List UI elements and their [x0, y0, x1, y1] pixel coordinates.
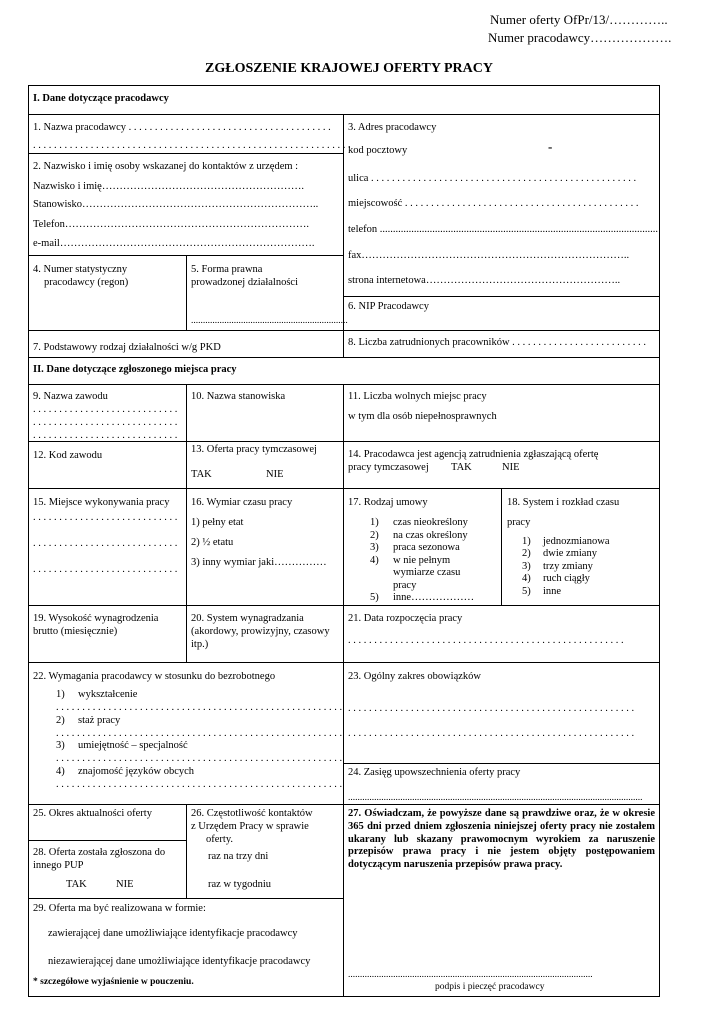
schedule-option-2[interactable]: dwie zmiany — [543, 548, 597, 559]
working-time-half[interactable]: 2) ½ etatu — [191, 537, 234, 548]
vacancies-label[interactable]: 11. Liczba wolnych miejsc pracy — [348, 391, 487, 402]
schedule-num-3: 3) — [522, 561, 531, 572]
requirement-num-3: 3) — [56, 740, 65, 751]
pay-system-label[interactable]: 20. System wynagradzania — [191, 613, 304, 624]
schedule-num-4: 4) — [522, 573, 531, 584]
duties-dots-1[interactable]: . . . . . . . . . . . . . . . . . . . . . . . . . . . . . . . . . . . . . . . . . . . . . . . . . . . . . . . — [348, 703, 635, 714]
temp-agency-no[interactable]: NIE — [502, 462, 520, 473]
page-title: ZGŁOSZENIE KRAJOWEJ OFERTY PRACY — [205, 61, 493, 76]
street-field[interactable]: ulica . . . . . . . . . . . . . . . . . . . . . . . . . . . . . . . . . . . . . . . . . . . . . . . . . . . — [348, 173, 637, 184]
schedule-label-2: pracy — [507, 517, 531, 528]
contact-person-label: 2. Nazwisko i imię osoby wskazanej do kontaktów z urzędem : — [33, 161, 299, 172]
contract-option-4c: pracy — [393, 580, 417, 591]
contract-num-3: 3) — [370, 542, 379, 553]
frequency-weekly[interactable]: raz w tygodniu — [208, 879, 271, 890]
section-1-heading: I. Dane dotyczące pracodawcy — [33, 93, 169, 104]
contract-option-1[interactable]: czas nieokreślony — [393, 517, 468, 528]
temp-agency-label-2: pracy tymczasowej — [348, 462, 429, 473]
contract-num-1: 1) — [370, 517, 379, 528]
website-field[interactable]: strona internetowa……………………………………………….. — [348, 275, 621, 286]
nip-label[interactable]: 6. NIP Pracodawcy — [348, 301, 429, 312]
temp-agency-yes[interactable]: TAK — [451, 462, 472, 473]
pay-system-label-3: itp.) — [191, 639, 209, 650]
contact-frequency-label: 26. Częstotliwość kontaktów — [191, 808, 313, 819]
requirement-dots-1[interactable]: . . . . . . . . . . . . . . . . . . . . . . . . . . . . . . . . . . . . . . . . . . . . . . . . . . . . . . . — [56, 702, 343, 713]
postal-code-field[interactable]: kod pocztowy — [348, 145, 408, 156]
employer-name-dots: . . . . . . . . . . . . . . . . . . . . . . . . . . . . . . . . . . . . . . . . . . . . . . . . . . . . . . . . . . . . . — [33, 140, 351, 151]
workplace-label: 15. Miejsce wykonywania pracy — [33, 497, 170, 508]
contract-num-2: 2) — [370, 530, 379, 541]
pkd-label[interactable]: 7. Podstawowy rodzaj działalności w/g PKD — [33, 342, 221, 353]
footnote: * szczegółowe wyjaśnienie w pouczeniu. — [33, 977, 194, 987]
requirement-experience: staż pracy — [78, 715, 121, 726]
contact-name-field[interactable]: Nazwisko i imię…………………………………………………. — [33, 181, 304, 192]
distribution-field[interactable]: ............................................................................................................................ — [348, 793, 643, 803]
contract-num-4: 4) — [370, 555, 379, 566]
offer-form-label: 29. Oferta ma być realizowana w formie: — [33, 903, 206, 914]
position-name-label[interactable]: 10. Nazwa stanowiska — [191, 391, 286, 402]
profession-code-label[interactable]: 12. Kod zawodu — [33, 450, 103, 461]
temp-offer-label: 13. Oferta pracy tymczasowej — [191, 444, 317, 455]
working-time-other[interactable]: 3) inny wymiar jaki…………… — [191, 557, 327, 568]
validity-label[interactable]: 25. Okres aktualności oferty — [33, 808, 152, 819]
pay-system-label-2: (akordowy, prowizyjny, czasowy — [191, 626, 330, 637]
profession-dots-3[interactable]: . . . . . . . . . . . . . . . . . . . . . . . . . . . . — [33, 430, 178, 441]
vacancies-disabled-label[interactable]: w tym dla osób niepełnosprawnych — [348, 411, 497, 422]
city-field[interactable]: miejscowość . . . . . . . . . . . . . . . . . . . . . . . . . . . . . . . . . . . . . . . . . . . . . — [348, 198, 639, 209]
requirement-num-2: 2) — [56, 715, 65, 726]
schedule-option-3[interactable]: trzy zmiany — [543, 561, 593, 572]
signature-line[interactable]: ....................................................................................................... — [348, 970, 593, 980]
start-date-field[interactable]: . . . . . . . . . . . . . . . . . . . . . . . . . . . . . . . . . . . . . . . . . . . . . . . . . . . . . — [348, 635, 624, 646]
frequency-every-three-days[interactable]: raz na trzy dni — [208, 851, 269, 862]
salary-label[interactable]: 19. Wysokość wynagrodzenia — [33, 613, 159, 624]
schedule-option-4[interactable]: ruch ciągły — [543, 573, 590, 584]
duties-label: 23. Ogólny zakres obowiązków — [348, 671, 481, 682]
legal-form-field[interactable]: .................................................................. — [191, 316, 348, 326]
contact-phone-field[interactable]: Telefon……………………………………………………………. — [33, 219, 310, 230]
requirement-education: wykształcenie — [78, 689, 138, 700]
requirement-skills: umiejętność – specjalność — [78, 740, 188, 751]
employee-count-field[interactable]: 8. Liczba zatrudnionych pracowników . . . . . . . . . . . . . . . . . . . . . . . . . . — [348, 337, 647, 348]
regon-label: 4. Numer statystyczny — [33, 264, 128, 275]
requirement-dots-3[interactable]: . . . . . . . . . . . . . . . . . . . . . . . . . . . . . . . . . . . . . . . . . . . . . . . . . . . . . . . — [56, 753, 343, 764]
other-pup-yes[interactable]: TAK — [66, 879, 87, 890]
schedule-option-1[interactable]: jednozmianowa — [543, 536, 610, 547]
contact-email-field[interactable]: e-mail………………………………………………………………. — [33, 238, 315, 249]
contact-frequency-label-2: z Urzędem Pracy w sprawie — [191, 821, 309, 832]
offer-form-anonymous[interactable]: niezawierającej dane umożliwiające identyfikacje pracodawcy — [48, 956, 311, 967]
schedule-num-1: 1) — [522, 536, 531, 547]
schedule-label: 18. System i rozkład czasu — [507, 497, 620, 508]
workplace-dots-3[interactable]: . . . . . . . . . . . . . . . . . . . . . . . . . . . . — [33, 564, 178, 575]
duties-dots-2[interactable]: . . . . . . . . . . . . . . . . . . . . . . . . . . . . . . . . . . . . . . . . . . . . . . . . . . . . . . . — [348, 728, 635, 739]
contact-position-field[interactable]: Stanowisko………………………………………………………….. — [33, 199, 319, 210]
requirement-num-1: 1) — [56, 689, 65, 700]
working-time-full[interactable]: 1) pełny etat — [191, 517, 244, 528]
workplace-dots-1[interactable]: . . . . . . . . . . . . . . . . . . . . . . . . . . . . — [33, 512, 178, 523]
contract-option-5[interactable]: inne……………… — [393, 592, 475, 603]
other-pup-label-2: innego PUP — [33, 860, 84, 871]
contract-type-label: 17. Rodzaj umowy — [348, 497, 428, 508]
postal-code-dash: - — [548, 139, 553, 154]
phone-field[interactable]: telefon .......................................................................................................... — [348, 224, 659, 235]
requirements-label: 22. Wymagania pracodawcy w stosunku do bezrobotnego — [33, 671, 276, 682]
salary-label-2: brutto (miesięcznie) — [33, 626, 118, 637]
temp-offer-yes[interactable]: TAK — [191, 469, 212, 480]
legal-form-label: 5. Forma prawna — [191, 264, 263, 275]
contract-option-4b: wymiarze czasu — [393, 567, 461, 578]
temp-agency-label: 14. Pracodawca jest agencją zatrudnienia zgłaszającą ofertę — [348, 449, 599, 460]
profession-label: 9. Nazwa zawodu — [33, 391, 108, 402]
contract-option-3[interactable]: praca sezonowa — [393, 542, 460, 553]
distribution-label: 24. Zasięg upowszechnienia oferty pracy — [348, 767, 521, 778]
offer-number: Numer oferty OfPr/13/………….. — [490, 12, 668, 27]
requirement-languages: znajomość języków obcych — [78, 766, 195, 777]
contact-frequency-label-3: oferty. — [206, 834, 234, 845]
employer-number: Numer pracodawcy………………. — [488, 30, 672, 45]
start-date-label: 21. Data rozpoczęcia pracy — [348, 613, 463, 624]
workplace-dots-2[interactable]: . . . . . . . . . . . . . . . . . . . . . . . . . . . . — [33, 538, 178, 549]
employer-name-field[interactable]: 1. Nazwa pracodawcy . . . . . . . . . . . . . . . . . . . . . . . . . . . . . . . . . . . . . . . — [33, 122, 331, 133]
profession-dots-2[interactable]: . . . . . . . . . . . . . . . . . . . . . . . . . . . . — [33, 417, 178, 428]
signature-label: podpis i pieczęć pracodawcy — [435, 982, 545, 992]
contract-option-2[interactable]: na czas określony — [393, 530, 468, 541]
offer-form-identified[interactable]: zawierającej dane umożliwiające identyfikacje pracodawcy — [48, 928, 298, 939]
other-pup-label: 28. Oferta została zgłoszona do — [33, 847, 166, 858]
requirement-num-4: 4) — [56, 766, 65, 777]
schedule-num-5: 5) — [522, 586, 531, 597]
other-pup-no[interactable]: NIE — [116, 879, 134, 890]
legal-form-label-2: prowadzonej działalności — [191, 277, 298, 288]
section-2-heading: II. Dane dotyczące zgłoszonego miejsca pracy — [33, 364, 237, 375]
regon-label-2: pracodawcy (regon) — [44, 277, 129, 288]
schedule-option-5[interactable]: inne — [543, 586, 562, 597]
working-time-label: 16. Wymiar czasu pracy — [191, 497, 293, 508]
fax-field[interactable]: fax………………………………………………………………….. — [348, 250, 630, 261]
schedule-num-2: 2) — [522, 548, 531, 559]
requirement-dots-4[interactable]: . . . . . . . . . . . . . . . . . . . . . . . . . . . . . . . . . . . . . . . . . . . . . . . . . . . . . . . — [56, 779, 343, 790]
requirement-dots-2[interactable]: . . . . . . . . . . . . . . . . . . . . . . . . . . . . . . . . . . . . . . . . . . . . . . . . . . . . . . . — [56, 728, 343, 739]
temp-offer-no[interactable]: NIE — [266, 469, 284, 480]
contract-option-4[interactable]: w nie pełnym — [393, 555, 451, 566]
profession-dots-1[interactable]: . . . . . . . . . . . . . . . . . . . . . . . . . . . . — [33, 404, 178, 415]
declaration-text: 27. Oświadczam, że powyższe dane są prawdziwe oraz, że w okresie 365 dni przed dniem zgłoszenia niniejszej oferty pracy nie zostałem ukarany lub skazany prawomocnym wyrokiem za naruszenie przepisów prawa pracy i nie jestem objęty postępowaniem dotyczącym naruszenia przepisów prawa pracy. — [348, 808, 655, 871]
contract-num-5: 5) — [370, 592, 379, 603]
employer-address-label: 3. Adres pracodawcy — [348, 122, 437, 133]
